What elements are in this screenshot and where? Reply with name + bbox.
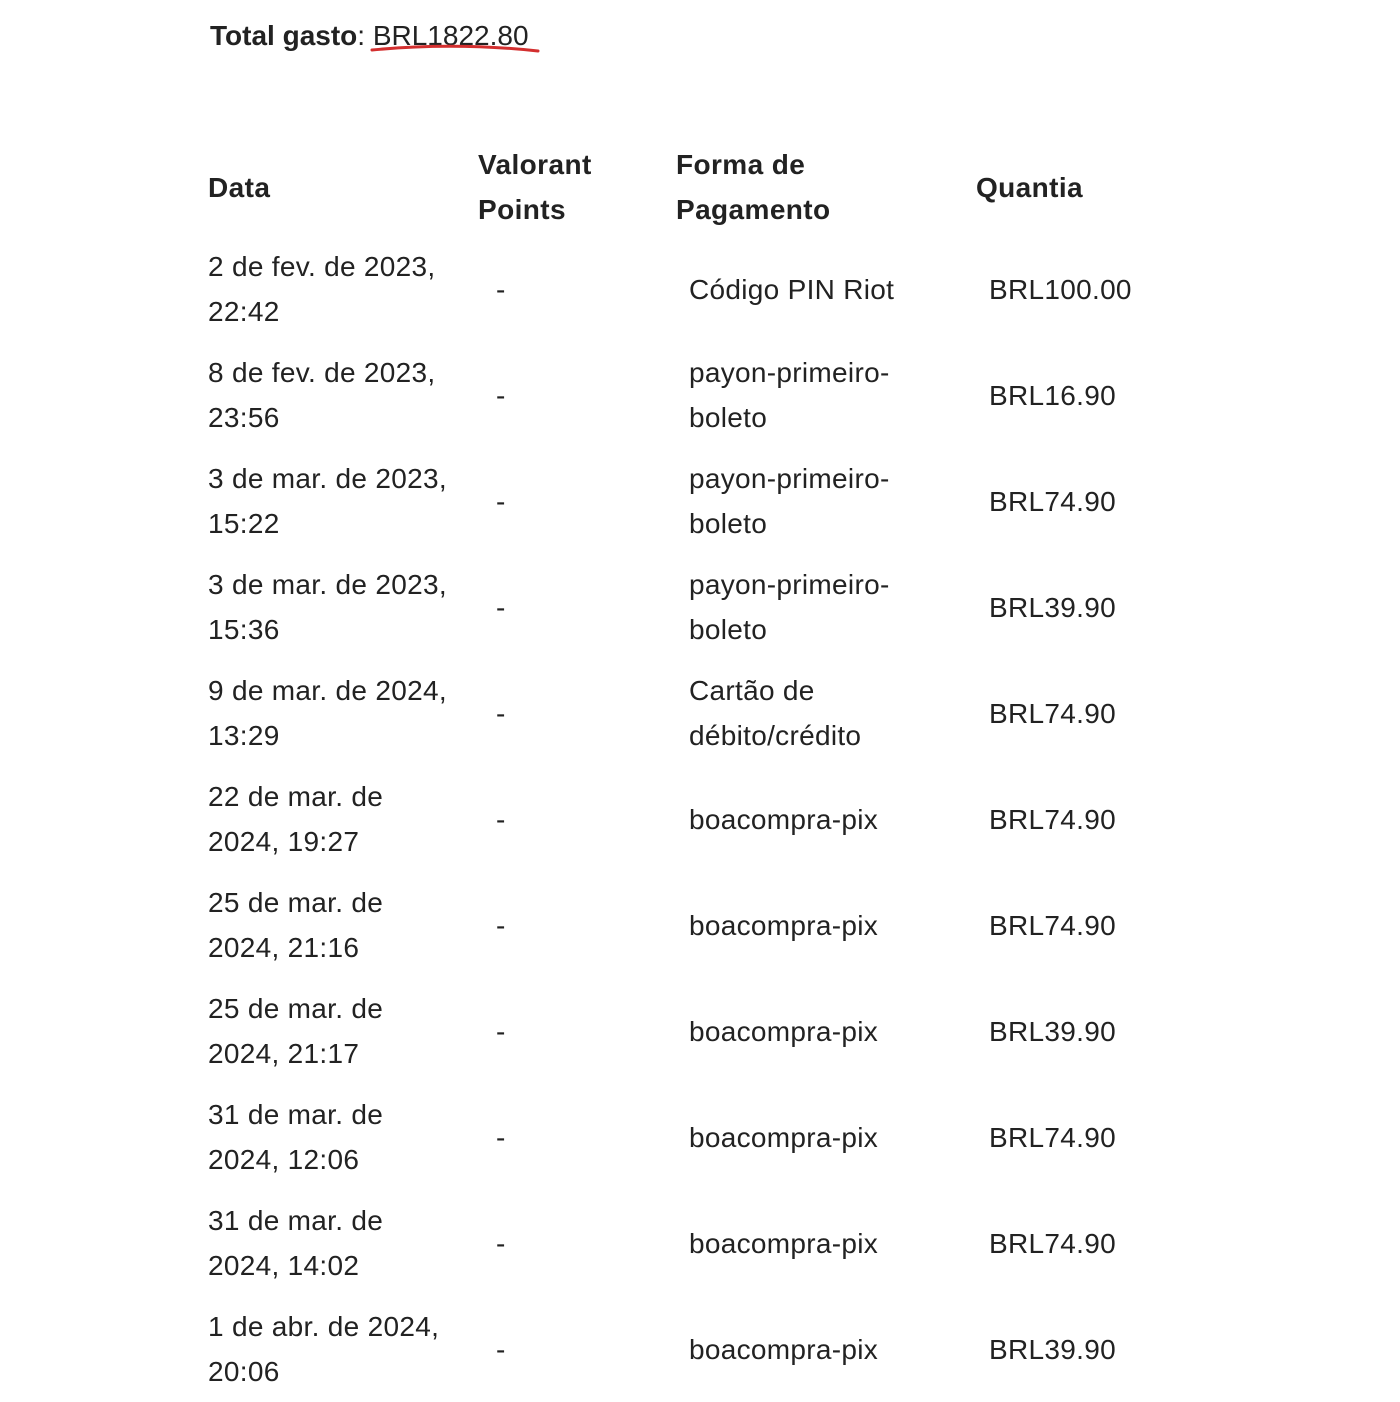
cell-date: 31 de mar. de 2024, 12:06	[208, 1099, 384, 1175]
column-header-method: Forma de Pagamento	[676, 149, 831, 225]
cell-amount: BRL74.90	[989, 1227, 1116, 1259]
column-header-points: Valorant Points	[478, 149, 592, 225]
cell-payment-method: payon-primeiro-boleto	[689, 463, 890, 539]
cell-payment-method: Código PIN Riot	[689, 273, 895, 305]
cell-payment-method: boacompra-pix	[689, 1333, 879, 1365]
cell-date: 9 de mar. de 2024, 13:29	[208, 675, 447, 751]
cell-date: 31 de mar. de 2024, 14:02	[208, 1205, 384, 1281]
total-spent-value: BRL1822.80	[372, 20, 529, 51]
cell-payment-method: payon-primeiro-boleto	[689, 357, 890, 433]
table-row	[196, 872, 1144, 978]
cell-date: 8 de fev. de 2023, 23:56	[208, 357, 436, 433]
cell-points: -	[496, 1333, 506, 1365]
cell-date: 22 de mar. de 2024, 19:27	[208, 781, 384, 857]
cell-points: -	[496, 485, 506, 517]
cell-date: 25 de mar. de 2024, 21:17	[208, 993, 384, 1069]
table-row	[196, 1084, 1144, 1190]
table-row	[196, 448, 1144, 554]
cell-amount: BRL39.90	[989, 1015, 1116, 1047]
table-row	[196, 1296, 1144, 1402]
total-spent-value-wrap	[373, 18, 529, 54]
purchase-history-table	[196, 138, 1144, 1402]
cell-points: -	[496, 1227, 506, 1259]
cell-points: -	[496, 803, 506, 835]
cell-amount: BRL74.90	[989, 485, 1116, 517]
cell-amount: BRL39.90	[989, 591, 1116, 623]
cell-payment-method: Cartão de débito/crédito	[689, 675, 862, 751]
table-row	[196, 554, 1144, 660]
cell-payment-method: boacompra-pix	[689, 803, 879, 835]
cell-amount: BRL74.90	[989, 697, 1116, 729]
cell-date: 3 de mar. de 2023, 15:36	[208, 569, 447, 645]
cell-date: 3 de mar. de 2023, 15:22	[208, 463, 447, 539]
table-row	[196, 1190, 1144, 1296]
table-row	[196, 766, 1144, 872]
cell-amount: BRL74.90	[989, 803, 1116, 835]
cell-points: -	[496, 273, 506, 305]
cell-points: -	[496, 1015, 506, 1047]
cell-amount: BRL100.00	[989, 273, 1132, 305]
cell-payment-method: boacompra-pix	[689, 1227, 879, 1259]
table-header-row	[196, 138, 1144, 236]
column-header-date: Data	[208, 171, 271, 203]
cell-amount: BRL74.90	[989, 1121, 1116, 1153]
cell-amount: BRL39.90	[989, 1333, 1116, 1365]
cell-points: -	[496, 909, 506, 941]
table-row	[196, 236, 1144, 342]
table-row	[196, 978, 1144, 1084]
cell-points: -	[496, 379, 506, 411]
cell-date: 1 de abr. de 2024, 20:06	[208, 1311, 440, 1387]
cell-payment-method: boacompra-pix	[689, 909, 879, 941]
cell-payment-method: boacompra-pix	[689, 1015, 879, 1047]
column-header-amount: Quantia	[976, 171, 1084, 203]
cell-amount: BRL74.90	[989, 909, 1116, 941]
table-row	[196, 342, 1144, 448]
cell-points: -	[496, 1121, 506, 1153]
total-spent-label: Total gasto	[210, 20, 358, 51]
cell-payment-method: boacompra-pix	[689, 1121, 879, 1153]
table-row	[196, 660, 1144, 766]
cell-payment-method: payon-primeiro-boleto	[689, 569, 890, 645]
cell-points: -	[496, 697, 506, 729]
cell-date: 25 de mar. de 2024, 21:16	[208, 887, 384, 963]
cell-date: 2 de fev. de 2023, 22:42	[208, 251, 436, 327]
cell-amount: BRL16.90	[989, 379, 1116, 411]
cell-points: -	[496, 591, 506, 623]
total-spent: Total gasto: BRL1822.80	[210, 18, 529, 54]
